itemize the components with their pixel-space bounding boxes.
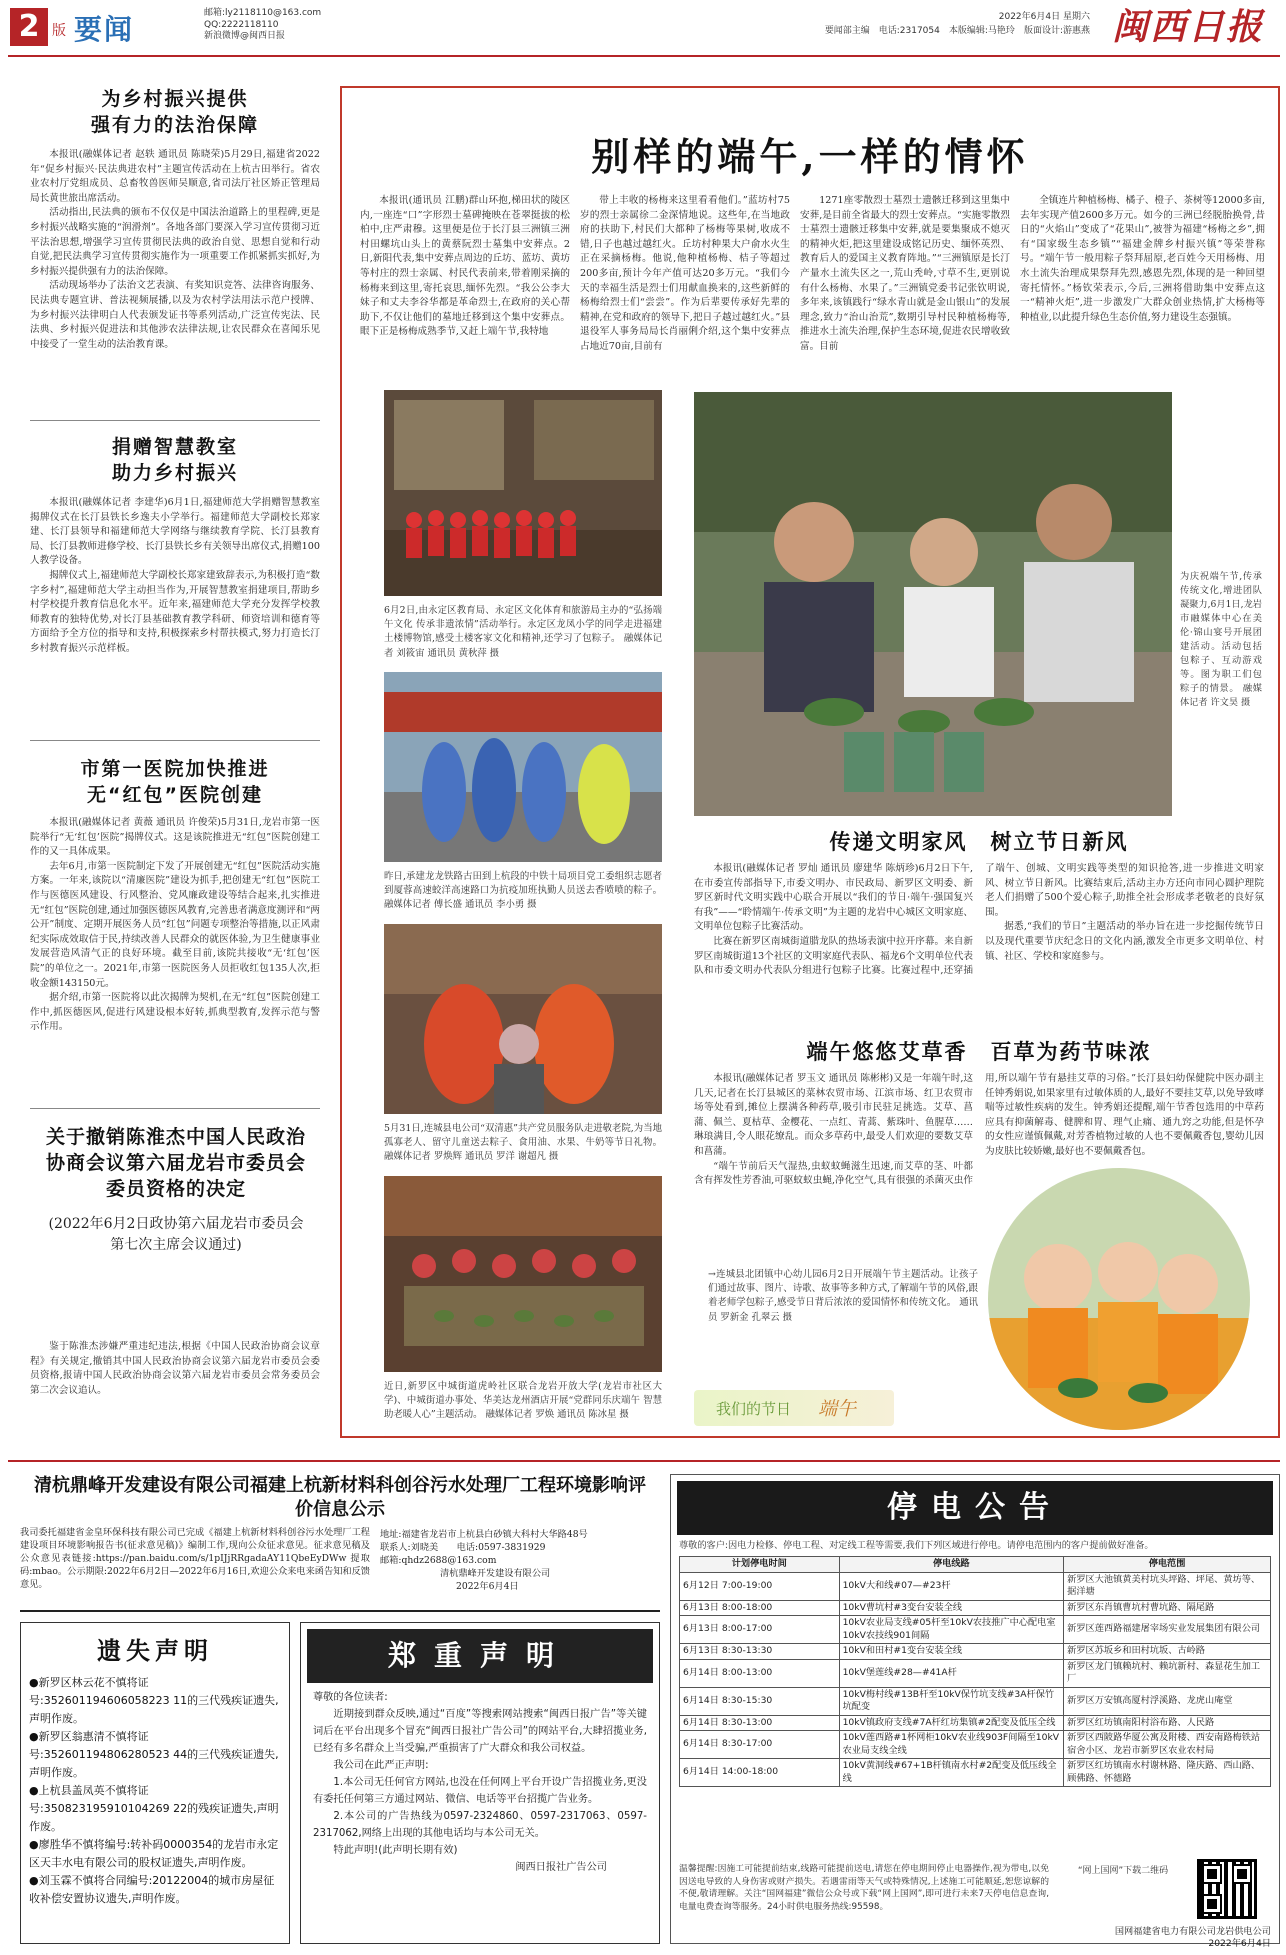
table-header: 计划停电时间 [680,1557,840,1573]
section-title: 要闻 [74,13,135,46]
newspaper-logo: 闽西日报 [1111,6,1264,48]
article-decision [44,1124,308,1256]
table-row: 6月13日 8:30-13:30 10kV和田村#1变台安装全线 新罗区苏坂乡和田村坑坂、古岭路 [680,1644,1271,1660]
photo-museum [384,390,662,596]
qr-label: “网上国网”下载二维码 [1077,1866,1169,1876]
article-subtitle: (2022年6月2日政协第六届龙岩市委员会第七次主席会议通过) [48,1216,304,1253]
solemn-paragraph: 2.本公司的广告热线为0597-2324860、0597-2317063、0597-2317062,网络上出现的其他电话均与本公司无关。 [313,1811,647,1839]
editor-credit: 要闻部主编 [824,26,870,36]
table-row: 6月13日 8:00-18:00 10kV曹坑村#3变台安装全线 新罗区东肖镇曹坑村曹坑路、隔尾路 [680,1600,1271,1616]
article-body: 本报讯(融媒体记者 赵轶 通讯员 陈晓荣)5月29日,福建省2022年“促乡村振兴·民法典进农村”主题宣传活动在上杭古田举行。省农业农村厅党组成员、总畜牧兽医师吴顺意,省司法厅社区矫正管理局局长黄世旅出席活动。 活动指出,民法典的颁布不仅仅是中国法治道路上的里程碑,更是乡村振兴战略实施的“润滑剂”。各地各部门要深入学习宣传贯彻习近平法治思想,增强学习宣传贯彻民法典的政治自觉、思想自觉和行动自觉,把民法典学习宣传贯彻实施作为一项重要工作抓紧抓实抓好,为乡村振兴提供强有力的法治保障。 活动现场举办了法治文艺表演、有奖知识竞答、法律咨询服务、民法典专题宣讲、普法视频展播,以及为农村学法用法示范户授牌、为乡村振兴法律明白人代表颁发证书等系列活动,广泛宣传宪法、民法典、乡村振兴促进法和其他涉农法律法规,让农民群众在喜闻乐见中接受了一堂生动的法治教育课。 [30,149,320,350]
power-outage-notice [670,1474,1280,1949]
photo-zongzi-caption: 为庆祝端午节,传承传统文化,增进团队凝聚力,6月1日,龙岩市融媒体中心在美伦·锦山宴号开展团建活动。活动包括包粽子、互动游戏等。图为职工们包粽子的情景。 融媒体记者 许文昊 摄 [1180,571,1262,708]
env-notice-contact [380,1528,660,1593]
feature-col-2: 带上丰收的杨梅来这里看看他们。”蓝坊村75岁的烈士亲属徐二金深情地说。这些年,在当地政府的扶助下,村民们大都种了杨梅等果树,收成不错,日子也越过越红火。丘坊村种果大户俞水火生正在采摘杨梅。他说,他种植杨梅、桔子等超过200多亩,预计今年产值可达20多万元。“我们今天的幸福生活是烈士们用献血换来的,这些新鲜的杨梅给烈士们“尝尝”。作为后辈要传承好先辈的精神,在党和政府的领导下,把日子越过越红火。”县退役军人事务局局长肖丽俐介绍,这个集中安葬点占地近70亩,目前有 [580,195,790,352]
table-row: 6月14日 8:30-17:00 10kV莲西路#1杯网柜10kV农业线903F间隔至10kV农业局支线全线 新罗区西陂路华厦公寓及附楼、西安南路梅铁站宿舍小区、龙岩市新罗区农业农村局 [680,1731,1271,1759]
solemn-paragraph: 近期接到群众反映,通过“百度”等搜索网站搜索“闽西日报广告”等关键词后在平台出现多个冒充“闽西日报社广告公司”的网站平台,大肆招揽业务,已经有多名群众上当受骗,严重损害了广大群众和我公司权益。 [313,1709,647,1754]
photo-kindergarten-image [988,1168,1250,1430]
page-suffix: 版 [52,23,66,39]
contact-qq: QQ:2222118110 [204,19,279,30]
lost-notices-title: 遗失声明 [97,1637,213,1665]
lost-notice-item: ●上杭县盖凤英不慎将证号:350823195910104269 22的残疾证遗失,声明作废。 [29,1784,279,1833]
env-notice-email: 邮箱:qhdz2688@163.com [380,1555,497,1566]
photo-community [384,1176,662,1372]
divider [20,1610,660,1612]
photo-volunteers-image [384,672,662,862]
lost-notice-item: ●刘玉霖不慎将合同编号:20122004的城市房屋征收补偿安置协议遗失,声明作废。 [29,1874,275,1905]
sub-article-civility-title: 传递文明家风 树立节日新风 [829,829,1129,854]
article-title: 捐赠智慧教室 助力乡村振兴 [111,436,238,484]
table-row: 6月14日 8:30-13:00 10kV镇政府支线#7A杆红坊集镇#2配变及低压全线 新罗区红坊镇南阳村浴布路、人民路 [680,1715,1271,1731]
solemn-paragraph: 我公司在此严正声明: [333,1760,429,1771]
lost-notice-item: ●新罗区林云花不慎将证号:352601194606058223 11的三代残疾证遗失,声明作废。 [29,1676,279,1725]
festival-banner-accent: 端午 [818,1398,857,1420]
table-row: 6月13日 8:00-17:00 10kV农业局支线#05杆至10kV农技推广中心配电室10kV农技线901间隔 新罗区莲西路福建屠宰场实业发展集团有限公司 [680,1616,1271,1644]
article-classroom [30,434,320,726]
env-notice-body: 我司委托福建省金皇环保科技有限公司已完成《福建上杭新材料科创谷污水处理厂工程建设项目环境影响报告书(征求意见稿)》编制工作,现向公众征求意见。征求意见稿及公众意见表链接:https://pan.baidu.com/s/1pIJjRRgadaAY11QbeEyDWw 提取码:mbao。公示期限:2022年6月2日—2022年6月16日,欢迎公众来电来函告知和反馈意见。 [20,1527,370,1590]
env-notice-sign: 清杭鼎峰开发建设有限公司 [440,1568,551,1579]
issue-date: 2022年6月4日 [998,12,1061,22]
photo-kindergarten-caption: →连城县北团镇中心幼儿园6月2日开展端午节主题活动。让孩子们通过故事、图片、诗歌、故事等多种方式,了解端午节的风俗,跟着老师学包粽子,感受节日背后浓浓的爱国情怀和传统文化。 通讯员 罗新金 孔翠云 摄 [708,1269,978,1323]
article-law [30,86,320,423]
lost-notice-item: ●新罗区翁惠清不慎将证号:352601194806280523 44的三代残疾证遗失,声明作废。 [29,1730,279,1779]
masthead [8,6,1280,50]
photo-elderly [384,924,662,1114]
table-header-row [680,1557,1271,1573]
divider [30,740,320,741]
photo-elderly-caption: 5月31日,连城县电公司“双清惠”共产党员服务队走进敬老院,为当地孤寡老人、留守儿童送去粽子、食用油、水果、牛奶等节日礼物。 融媒体记者 罗焕辉 通讯员 罗洋 谢超凡 摄 [384,1123,662,1163]
duty-editor: 本版编辑:马艳玲 [948,26,1015,36]
layout-design: 版面设计:游惠燕 [1023,26,1090,36]
festival-banner-text: 我们的节日 [716,1400,792,1418]
lost-notices [20,1622,290,1944]
env-notice-date: 2022年6月4日 [456,1581,519,1592]
feature-col-1: 本报讯(通讯员 江鹏)群山环抱,梯田状的陵区内,一座连“口”字形烈士墓碑掩映在苍翠挺拔的松柏中,庄严肃穆。这里便是位于长汀县三洲镇三洲村田螺坑山头上的黄蔡阮烈士墓集中安葬点。2日,新阳代表,集中安葬点周边的丘坊、蓝坊、黄坊等村庄的烈士亲属、村民代表前来,带着刚采摘的杨梅来到这里,寄托哀思,缅怀先烈。“我公公李大妹子和丈夫李谷华都是革命烈士,在政府的关心帮助下,不仅让他们的墓地迁移到这个集中安葬点。眼下正是杨梅成熟季节,又赶上端午节,我特地 [360,195,570,338]
power-outage-tip: 温馨提醒:因施工可能提前结束,线路可能提前送电,请您在停电期间停止电器操作,视为带电,以免因送电导致的人身伤害或财产损失。若遇雷雨等天气或特殊情况,上述施工可能顺延,恕您谅解的不便,敬请理解。关注“国网福建”微信公众号或下载“网上国网”,即可进行未来7天停电信息查询,电量电费查询等服务。24小时供电服务热线:95598。 [679,1864,1049,1912]
env-notice [20,1474,660,1602]
masthead-rule [8,55,1280,57]
solemn-paragraph: 特此声明!(此声明长期有效) [333,1845,458,1856]
solemn-sign: 闽西日报社广告公司 [515,1862,607,1873]
photo-museum-caption: 6月2日,由永定区教育局、永定区文化体育和旅游局主办的“弘扬端午文化 传承非遗浓情”活动举行。永定区龙凤小学的同学走进福建土楼博物馆,感受土楼客家文化和精神,还学习了包粽子。 融媒体记者 刘筱宙 通讯员 黄秋萍 摄 [384,605,662,659]
article-decision-body: 鉴于陈淮杰涉嫌严重违纪违法,根据《中国人民政治协商会议章程》有关规定,撤销其中国人民政治协商会议第六届龙岩市委员会委员资格,报请中国人民政治协商会议第六届龙岩市委员会常务委员会第二次会议追认。 [30,1341,320,1396]
photo-elderly-image [384,924,662,1114]
contact-info [204,8,321,43]
photo-volunteers-caption: 昨日,承建龙龙铁路古田到上杭段的中铁十局项目党工委组织志愿者到厦蓉高速蛟洋高速路口为抗疫加班执勤人员送去香喷喷的粽子。 融媒体记者 傅长盛 通讯员 李小勇 摄 [384,871,662,911]
table-header: 停电范围 [1064,1557,1271,1573]
photo-volunteers [384,672,662,862]
photo-zongzi-image [694,392,1172,816]
solemn-greeting: 尊敬的各位读者: [313,1692,388,1703]
editor-phone: 电话:2317054 [878,26,940,36]
solemn-statement [300,1622,660,1944]
article-title: 关于撤销陈淮杰中国人民政治协商会议第六届龙岩市委员会委员资格的决定 [45,1126,306,1200]
solemn-paragraph: 1.本公司无任何官方网站,也没在任何网上平台开设广告招揽业务,更没有委托任何第三方通过网站、微信、电话等平台招揽广告业务。 [313,1777,647,1805]
env-notice-phone: 联系人:刘晓美 电话:0597-3831929 [380,1542,546,1553]
bottom-rule [8,1460,1280,1462]
festival-banner [694,1390,894,1426]
sub-article-herb-body: 本报讯(融媒体记者 罗玉文 通讯员 陈彬彬)又是一年端午时,这几天,记者在长汀县城区的菜林农贸市场、江滨市场、红卫农贸市场等处看到,摊位上摆满各种药草,吸引市民驻足挑选。艾草、菖蒲、佩兰、夏枯草、金樱花、一点红、青蒿、紫珠叶、鱼腥草……琳琅满目,令人眼花缭乱。而众多草药中,最受人们欢迎的要数艾草和菖蒲。 “端午节前后天气湿热,虫蚁蚊蝇滋生迅速,而艾草的茎、叶都含有挥发性芳香油,可驱蚊蚁虫蝇,净化空气,具有很强的杀菌灭虫作用,所以端午节有悬挂艾草的习俗。”长汀县妇幼保健院中医办副主任钟秀娟说,如果家里有过敏体质的人,最好不要挂艾草,以免导致哮喘等过敏性疾病的发生。钟秀娟还提醒,端午节香包选用的中草药应具有抑菌解毒、健脾和胃、理气止痛、通九窍之功能,但是怀孕的女性应谨慎佩戴,对芳香植物过敏的人也不要佩戴香包,婴幼儿因为皮肤比较娇嫩,最好也不要佩戴香包。 [694,1073,1264,1187]
issue-info [720,10,1090,38]
power-outage-date: 2022年6月4日 [1208,1938,1271,1949]
qr-code-icon[interactable] [1197,1859,1257,1919]
article-title: 市第一医院加快推进 无“红包”医院创建 [80,758,270,806]
divider [30,1108,320,1109]
table-header: 停电线路 [839,1557,1064,1573]
photo-community-image [384,1176,662,1372]
table-row: 6月14日 8:30-15:30 10kV梅村线#13B杆至10kV保竹坑支线#3A杆保竹坑配变 新罗区万安镇高厦村浮溪路、龙虎山庵堂 [680,1687,1271,1715]
lost-notice-item: ●廖胜华不慎将编号:转补码0000354的龙岩市永定区天丰水电有限公司的股权证遗失,声明作废。 [29,1838,279,1869]
power-outage-intro: 尊敬的客户:因电力检修、停电工程、对定线工程等需要,我们下列区域进行停电。请停电范围内的客户提前做好准备。 [679,1540,1154,1551]
feature-col-3: 1271座零散烈士墓烈士遗骸迁移到这里集中安葬,是目前全省最大的烈士安葬点。“实施零散烈士墓烈士遗骸迁移集中安葬,就是要集聚成不熄灭的精神火炬,把这里建设成铭记历史、缅怀英烈、教育后人的爱国主义教育阵地。”“三洲镇原是长汀产量水土流失区之一,荒山秃岭,寸草不生,更别说有什么杨梅、水果了。”三洲镇党委书记张钦明说,多年来,该镇践行“绿水青山就是金山银山”的发展理念,致力“治山治荒”,数期引导村民种植杨梅等,推进水土流失治理,保护生态环境,促进农民增收致富。目前 [800,195,1010,352]
contact-weibo: 新浪微博@闽西日报 [204,31,286,41]
sub-article-herb-title: 端午悠悠艾草香 百草为药节味浓 [806,1039,1152,1064]
feature-headline: 别样的端午,一样的情怀 [591,134,1029,179]
photo-kindergarten [988,1168,1250,1430]
env-notice-address: 地址:福建省龙岩市上杭县白砂镇大科村大华路48号 [380,1529,588,1540]
contact-email: 邮箱:ly2118110@163.com [204,8,322,18]
article-body: 本报讯(融媒体记者 黄薇 通讯员 许俊荣)5月31日,龙岩市第一医院举行“无‘红包’医院”揭牌仪式。这是该院推进无“红包”医院创建工作的又一具体成果。 去年6月,市第一医院制定下发了开展创建无“红包”医院活动实施方案。一年来,该院以“清廉医院”建设为抓手,把创建无“红包”医院工作与医德医风建设、行风整治、党风廉政建设等结合起来,扎实推进无“红包”医院创建,通过加强医德医风教育,完善患者满意度测评和“两公开”制度、定期开展医务人员“红包”问题专项整治等措施,以正风肃纪实际成效取信于民,持续改善人民群众的就医体验,为卫生健康事业发展营造风清气正的良好环境。截至目前,该院共接收“无‘红包’医院”的单位之一。2021年,市第一医院医务人员拒收红包135人次,拒收金额143150元。 据介绍,市第一医院将以此次揭牌为契机,在无“红包”医院创建工作中,抓医德医风,促进行风建设根本好转,抓典型教育,发挥示范与警示作用。 [30,817,320,1033]
divider [30,420,320,421]
table-row: 6月12日 7:00-19:00 10kV大和线#07—#23杆 新罗区大池镇黄美村坑头坪路、坪尾、黄坊等、据洋塘 [680,1572,1271,1600]
photo-museum-image [384,390,662,596]
feature-col-4: 全镇连片种植杨梅、橘子、橙子、茶树等12000多亩,去年实现产值2600多万元。如今的三洲已经脱胎换骨,昔日的“火焰山”变成了“花果山”,被誉为福建“杨梅之乡”,拥有“国家级生态乡镇”“福建金牌乡村振兴镇”等荣誉称号。“端午节一般用粽子祭拜屈原,老百姓今天用杨梅、用水土流失治理成果祭拜先烈,感恩先烈,体现的是一种回望寄托情怀。”杨钦荣表示,今后,三洲将借助集中安葬点这一“精神火炬”,进一步激发广大群众创业热情,扩大杨梅等种植业,以此提升绿色生态价值,努力建设生态强镇。 [1020,195,1265,323]
solemn-statement-title: 郑重声明 [307,1629,653,1683]
env-notice-title: 清杭鼎峰开发建设有限公司福建上杭新材料科创谷污水处理厂工程环境影响评价信息公示 [34,1475,646,1520]
sub-article-civility-body: 本报讯(融媒体记者 罗灿 通讯员 廖建华 陈炳珍)6月2日下午,在市委宣传部指导下,市委文明办、市民政局、新罗区文明委、新罗区新时代文明实践中心联合开展以“我们的节日·端午·强国复兴有我”——“聆情端午·传承文明”为主题的龙岩中心城区文明家庭、文明单位包粽子比赛活动。 比赛在新罗区南城街道腊龙队的热场表演中拉开序幕。来自新罗区南城街道13个社区的文明家庭代表队、福龙6个文明单位代表队和市委文明办代表队分组进行包粽子比赛。比赛过程中,还穿插了端午、创城、文明实践等类型的知识抢答,进一步推进文明家风、树立节日新风。比赛结束后,活动主办方还向市同心圆护理院老人们捐赠了500个爱心粽子,助推全社会形成孝老敬老的良好氛围。 据悉,“我们的节日”主题活动的举办旨在进一步挖掘传统节日以及现代重要节庆纪念日的文化内涵,激发全市更多文明单位、村镇、社区、学校和家庭参与。 [694,863,1264,977]
page-number-badge: 2 [10,8,48,46]
power-outage-title: 停电公告 [677,1481,1273,1535]
article-title: 为乡村振兴提供 强有力的法治保障 [90,88,259,136]
article-body: 本报讯(融媒体记者 李建华)6月1日,福建师范大学捐赠智慧教室揭牌仪式在长汀县铁长乡逸夫小学举行。福建师范大学副校长郑家建、长汀县领导和福建师范大学网络与继续教育学院、长汀县教育局、长汀县教师进修学校、长汀县铁长乡有关领导出席仪式,捐赠100人教学设备。 揭牌仪式上,福建师范大学副校长郑家建致辞表示,为积极打造“数字乡村”,福建师范大学主动担当作为,开展智慧教室捐建项目,帮助乡村学校提升教育信息化水平。近年来,福建师范大学充分发挥学校教师教育的独特优势,对长汀县基础教育教学科研、师资培训和德育等方面给予全方位的指导和支持,积极探索乡村帮扶模式,努力打造长汀乡村教育振兴示范样板。 [30,497,320,654]
photo-community-caption: 近日,新罗区中城街道虎岭社区联合龙岩开放大学(龙岩市社区大学)、中城街道办事处、华美达龙州酒店开展“党群同乐庆端午 智慧助老暖人心”主题活动。 融媒体记者 罗焕 通讯员 陈冰星 摄 [384,1381,662,1421]
photo-zongzi [694,392,1172,816]
article-hospital [30,756,320,1124]
power-outage-sign: 国网福建省电力有限公司龙岩供电公司 [1114,1926,1271,1937]
power-outage-table [679,1556,1271,1787]
table-row: 6月14日 14:00-18:00 10kV黄洞线#67+1B杆镇南水村#2配变及低压线全线 新罗区红坊镇南水村谢林路、隆庆路、西山路、顾佛路、怀德路 [680,1759,1271,1787]
issue-weekday: 星期六 [1062,12,1090,22]
table-row: 6月14日 8:00-13:00 10kV堡莲线#28—#41A杆 新罗区龙门镇赖坑村、赖坑新村、森显花生加工厂 [680,1659,1271,1687]
